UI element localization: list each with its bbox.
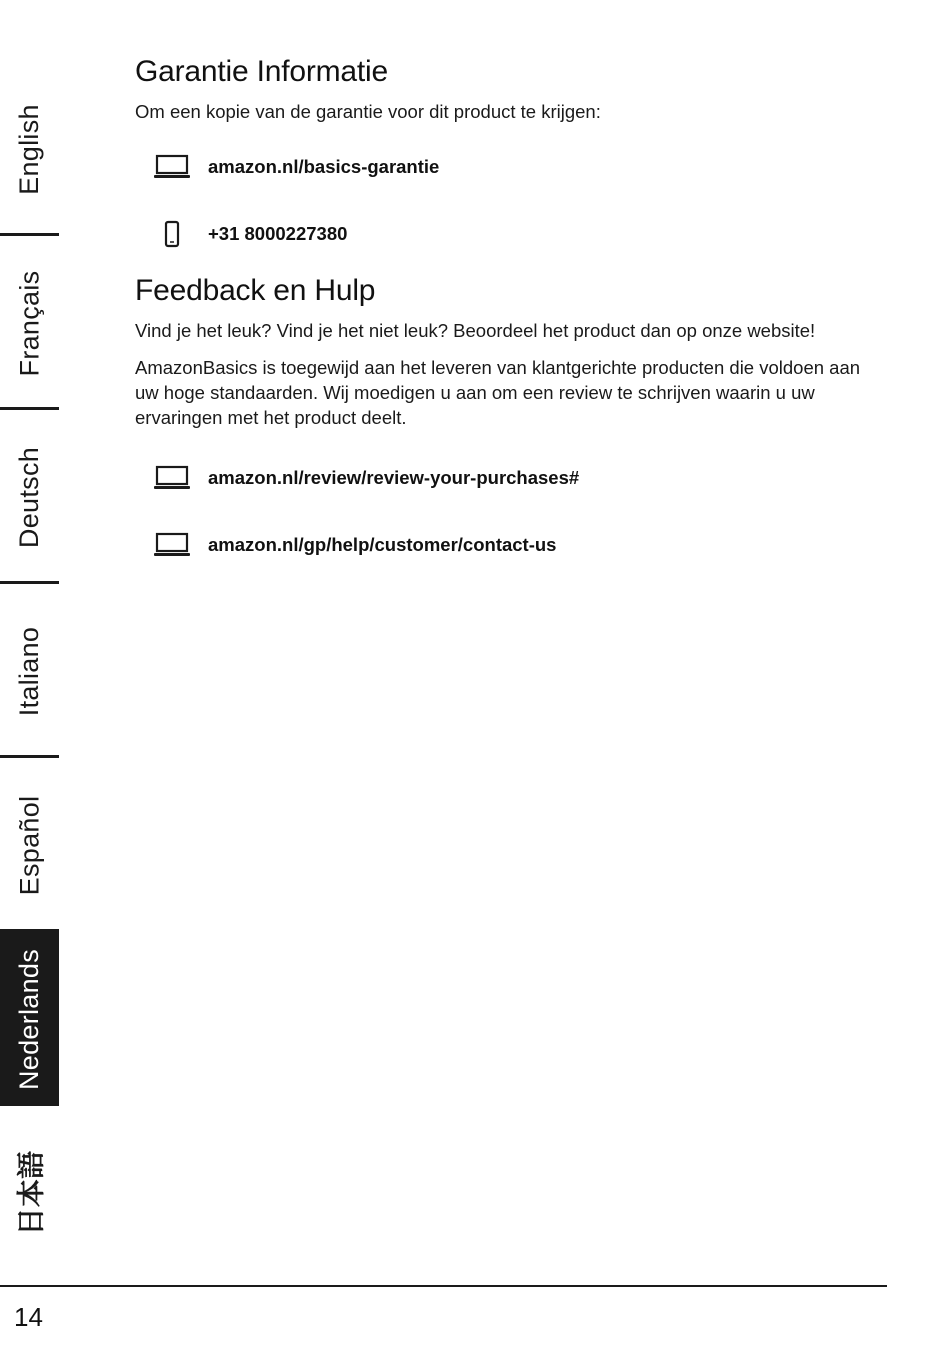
- feedback-paragraph-1: Vind je het leuk? Vind je het niet leuk? Beoordeel het product dan op onze website!: [135, 320, 816, 341]
- feedback-heading: Feedback en Hulp: [135, 274, 376, 307]
- laptop-icon: [135, 532, 208, 558]
- tab-label: English: [14, 103, 44, 195]
- tab-english[interactable]: [0, 62, 59, 236]
- page-number: 14: [14, 1302, 43, 1332]
- feedback-contact-row: [135, 530, 880, 560]
- language-tabs: [0, 62, 59, 1280]
- tab-francais[interactable]: [0, 236, 59, 410]
- phone-icon: [135, 220, 208, 248]
- laptop-icon: [135, 154, 208, 180]
- tab-label: Français: [14, 270, 44, 376]
- page-content: [135, 55, 880, 560]
- footer-divider: [0, 1285, 887, 1287]
- warranty-web-row: [135, 152, 880, 182]
- feedback-review-link[interactable]: amazon.nl/review/review-your-purchases#: [208, 467, 580, 488]
- feedback-contact-link[interactable]: amazon.nl/gp/help/customer/contact-us: [208, 534, 557, 555]
- tab-label: 日本語: [15, 1150, 47, 1236]
- tab-japanese[interactable]: [0, 1106, 59, 1280]
- tab-deutsch[interactable]: [0, 410, 59, 584]
- tab-espanol[interactable]: [0, 758, 59, 932]
- warranty-phone[interactable]: +31 8000227380: [208, 223, 348, 244]
- warranty-heading: Garantie Informatie: [135, 55, 388, 88]
- feedback-review-row: [135, 463, 880, 493]
- laptop-icon: [135, 465, 208, 491]
- tab-italiano[interactable]: [0, 584, 59, 758]
- warranty-intro: Om een kopie van de garantie voor dit product te krijgen:: [135, 101, 601, 122]
- warranty-web-link[interactable]: amazon.nl/basics-garantie: [208, 156, 440, 177]
- tab-nederlands[interactable]: [0, 932, 59, 1106]
- warranty-phone-row: [135, 219, 880, 249]
- tab-label: Deutsch: [14, 446, 44, 548]
- tab-label: Nederlands: [14, 948, 44, 1090]
- tab-label: Español: [14, 795, 45, 895]
- tab-label: Italiano: [14, 626, 44, 716]
- feedback-paragraph-2: AmazonBasics is toegewijd aan het leveren van klantgerichte producten die voldoen aan uw hoge standaarden. Wij moedigen u aan om een review te schrijven waarin u uw ervaringen met het product deelt.: [135, 357, 861, 428]
